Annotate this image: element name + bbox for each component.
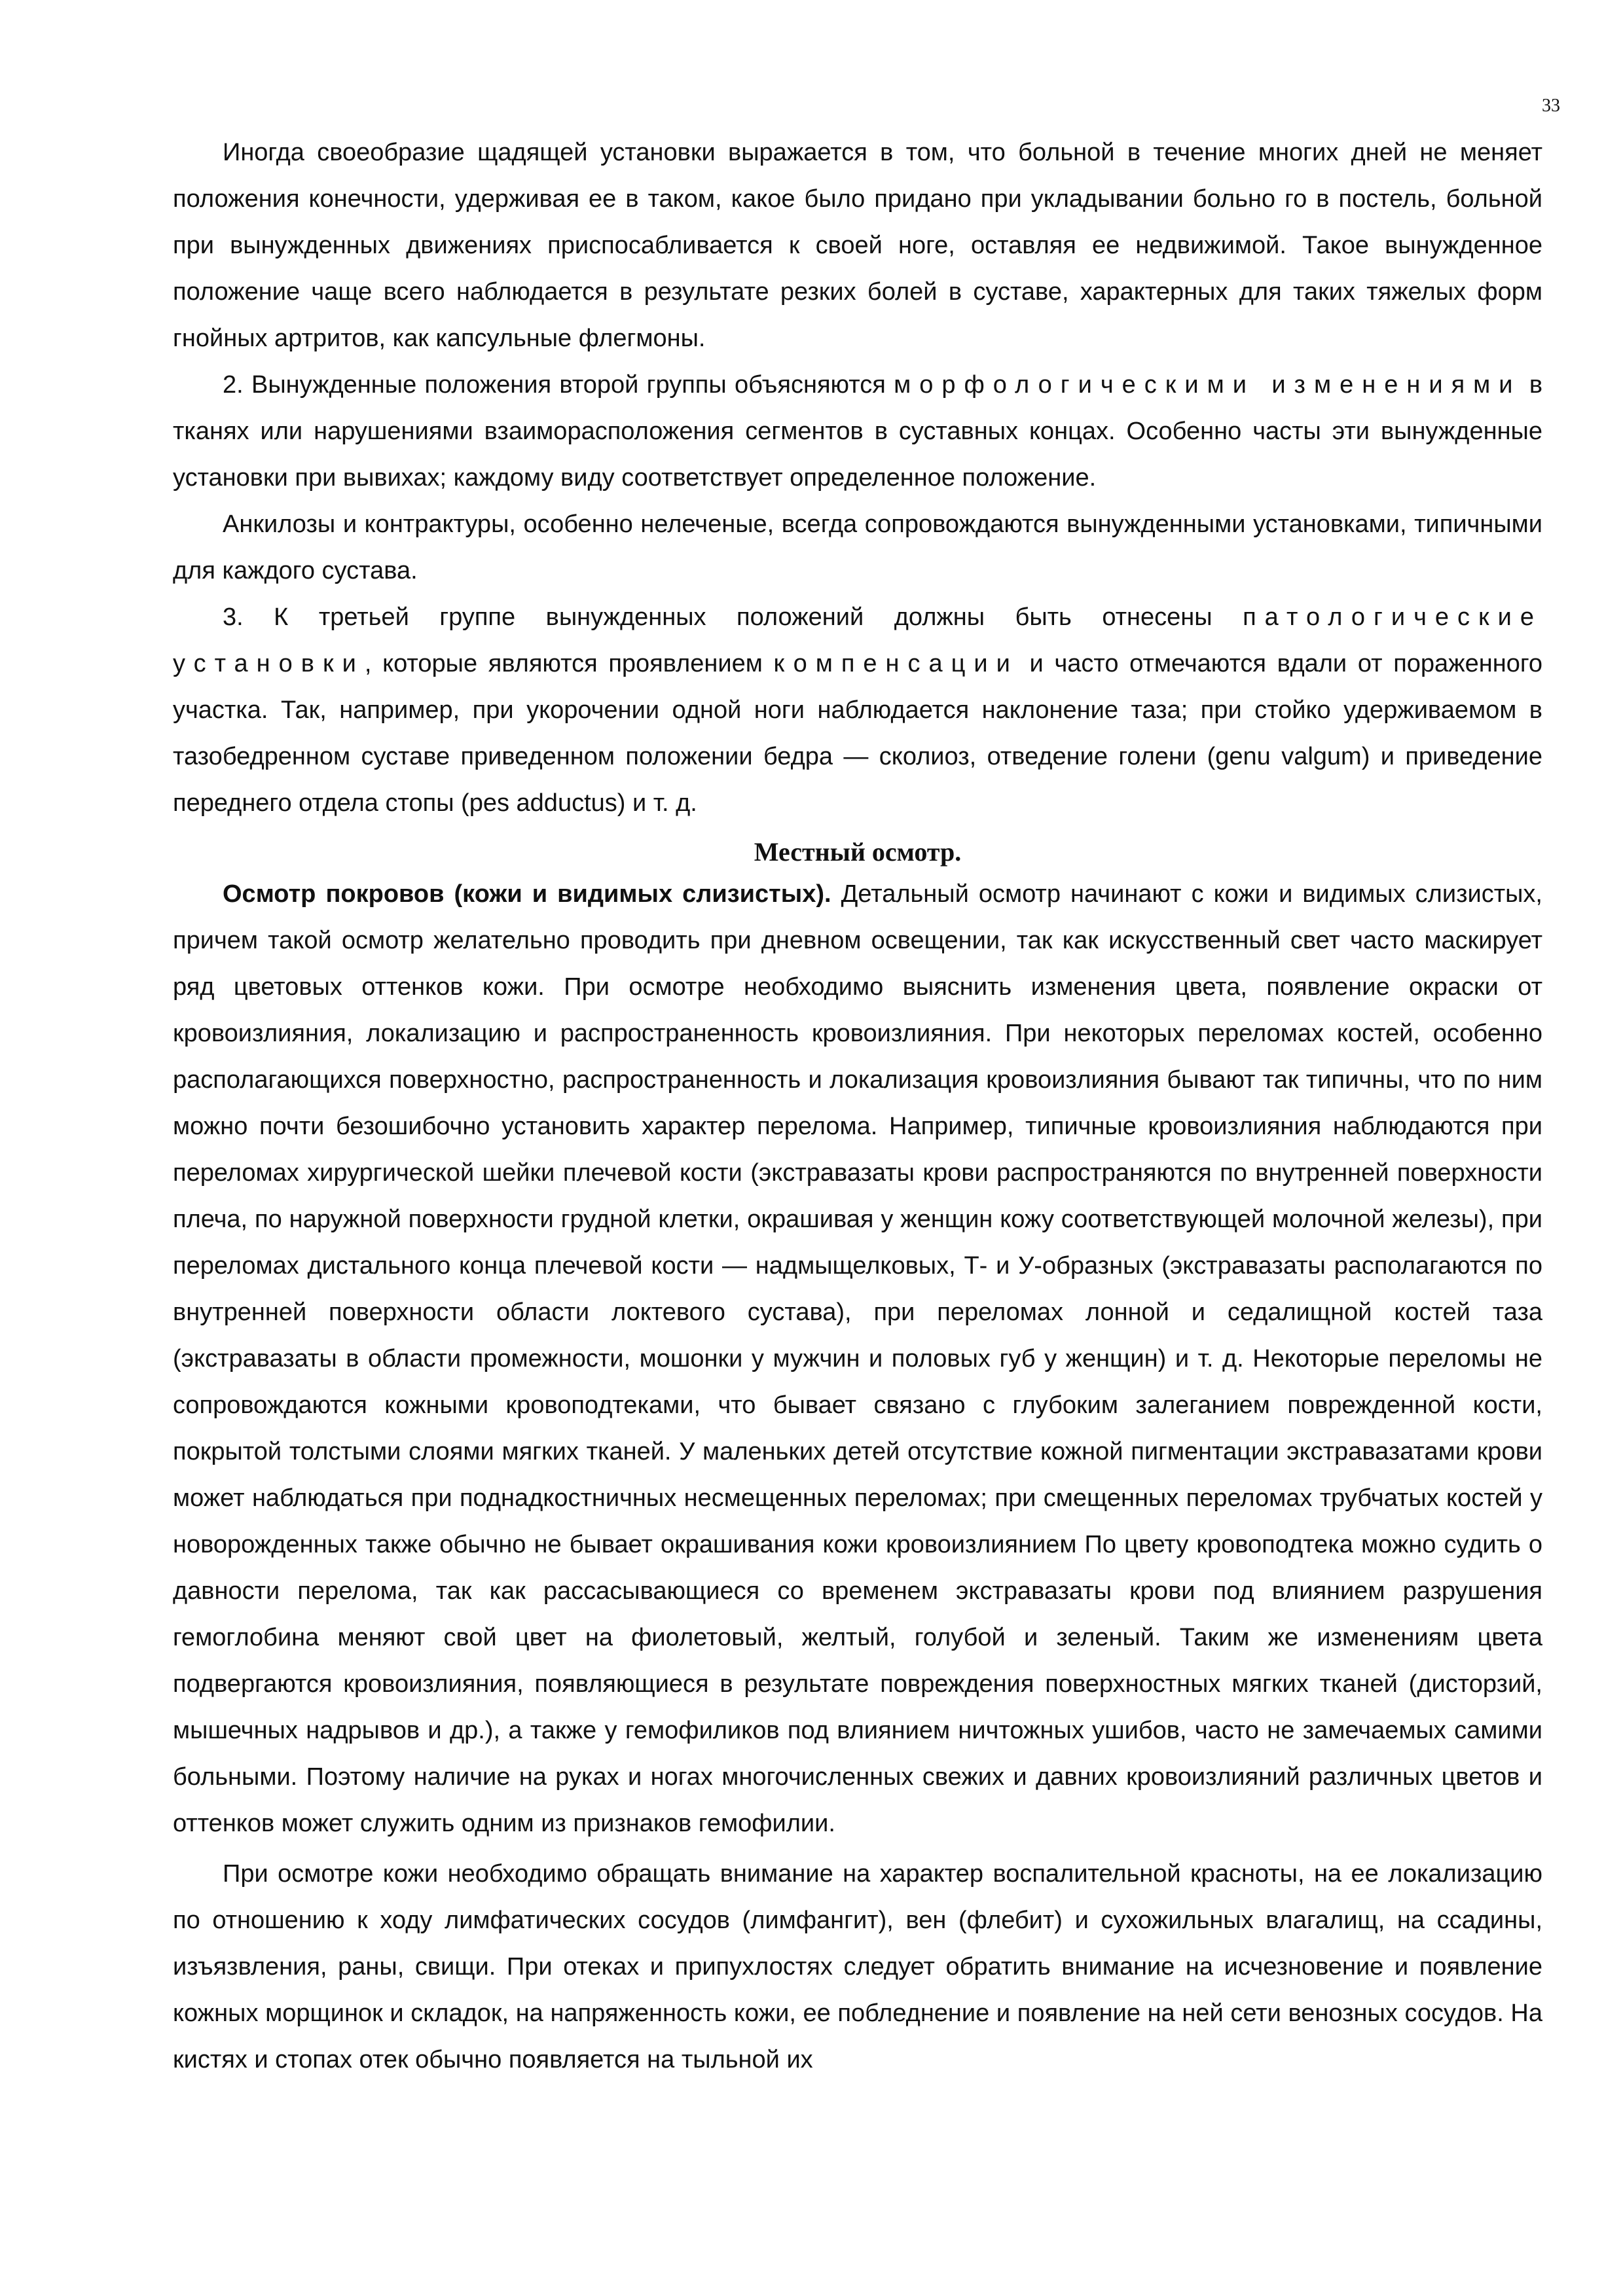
paragraph-skin-examination-text: Детальный осмотр начинают с кожи и видимых слизистых, причем такой осмотр желательно проводить при дневном освещении, так как искусственный свет часто маскирует ряд цветовых оттенков кожи. При осмотре необходимо выяснить изменения цвета, появление окраски от кровоизлияния, локализацию и распространенность кровоизлияния. При некоторых переломах костей, особенно располагающихся поверхностно, распространенность и локализация кровоизлияния бывают так типичны, что по ним можно почти безошибочно установить характер перелома. Например, типичные кровоизлияния наблюдаются при переломах хирургической шейки плечевой кости (экстравазаты крови распространяются по внутренней поверхности плеча, по наружной поверхности грудной клетки, окрашивая у женщин кожу соответствующей молочной железы), при переломах дистального конца плечевой кости — надмыщелковых, Т- и У-образных (экстравазаты располагаются по внутренней поверхности области локтевого сустава), при переломах лонной и седалищной костей таза (экстравазаты в области промежности, мошонки у мужчин и половых губ у женщин) и т. д. Некоторые переломы не сопровождаются кожными кровоподтеками, что бывает связано с глубоким залеганием поврежденной кости, покрытой толстыми слоями мягких тканей. У маленьких детей отсутствие кожной пигментации экстравазатами крови может наблюдаться при поднадкостничных несмещенных переломах; при смещенных переломах трубчатых костей у новорожденных также обычно не бывает окрашивания кожи кровоизлиянием По цвету кровоподтека можно судить о давности перелома, так как рассасывающиеся со временем экстравазаты крови под влиянием разрушения гемоглобина меняют свой цвет на фиолетовый, желтый, голубой и зеленый. Таким же изменениям цвета подвергаются кровоизлияния, появляющиеся в результате повреждения поверхностных мягких тканей (дисторзий, мышечных надрывов и др.), а также у гемофиликов под влиянием ничтожных ушибов, часто не замечаемых самими больными. Поэтому наличие на руках и ногах многочисленных свежих и давних кровоизлияний различных цветов и оттенков может служить одним из признаков гемофилии. — [173, 880, 1542, 1837]
paragraph-second-group-start: 2. Вынужденные положения второй группы объясняются — [223, 371, 894, 399]
page-number: 33 — [1542, 96, 1560, 116]
emphasis-pathological-positions: патологические установки — [173, 603, 1542, 677]
paragraph-forced-position-pain: Иногда своеобразие щадящей установки выражается в том, что больной в течение многих дней не меняет положения конечности, удерживая ее в таком, какое было придано при укладывании больно го в постель, больной при вынужденных движениях приспосабливается к своей ноге, оставляя ее недвижимой. Такое вынужденное положение чаще всего наблюдается в результате резких болей в суставе, характерных для таких тяжелых форм гнойных артритов, как капсульные флегмоны. — [173, 139, 1542, 352]
paragraph-second-group — [173, 362, 1542, 501]
paragraph-third-group-middle: , которые являются проявлением — [364, 650, 774, 677]
paragraph-third-group — [173, 594, 1542, 827]
paragraph-skin-examination — [173, 871, 1542, 1847]
emphasis-compensation: компенсации — [773, 650, 1019, 677]
paragraph-third-group-end: и часто отмечаются вдали от пораженного участка. Так, например, при укорочении одной ноги наблюдается наклонение таза; при стойко удерживаемом в тазобедренном суставе приведенном положении бедра — сколиоз, отведение голени (genu valgum) и приведение переднего отдела стопы (pes adductus) и т. д. — [173, 650, 1542, 817]
section-title-local-exam: Местный осмотр. — [754, 837, 962, 867]
paragraph-second-group-end: в тканях или нарушениями взаиморасположения сегментов в суставных концах. Особенно часты эти вынужденные установки при вывихах; каждому виду соответствует определенное положение. — [173, 371, 1543, 492]
paragraph-skin-inflammation: При осмотре кожи необходимо обращать внимание на характер воспалительной красноты, на ее локализацию по отношению к ходу лимфатических сосудов (лимфангит), вен (флебит) и сухожильных влагалищ, на ссадины, изъязвления, раны, свищи. При отеках и припухлостях следует обратить внимание на исчезновение и появление кожных морщинок и складок, на напряженность кожи, ее побледнение и появление на ней сети венозных сосудов. На кистях и стопах отек обычно появляется на тыльной их — [173, 1860, 1542, 2073]
paragraph-third-group-start: 3. К третьей группе вынужденных положений должны быть отнесены — [223, 603, 1243, 631]
emphasis-morphological-changes: морфологическими изменениями — [894, 371, 1522, 399]
page-body — [173, 130, 1542, 2083]
paragraph-ankylosis: Анкилозы и контрактуры, особенно нелеченые, всегда сопровождаются вынужденными установками, типичными для каждого сустава. — [173, 511, 1542, 584]
subsection-heading-skin: Осмотр покровов (кожи и видимых слизистых). — [223, 880, 831, 908]
